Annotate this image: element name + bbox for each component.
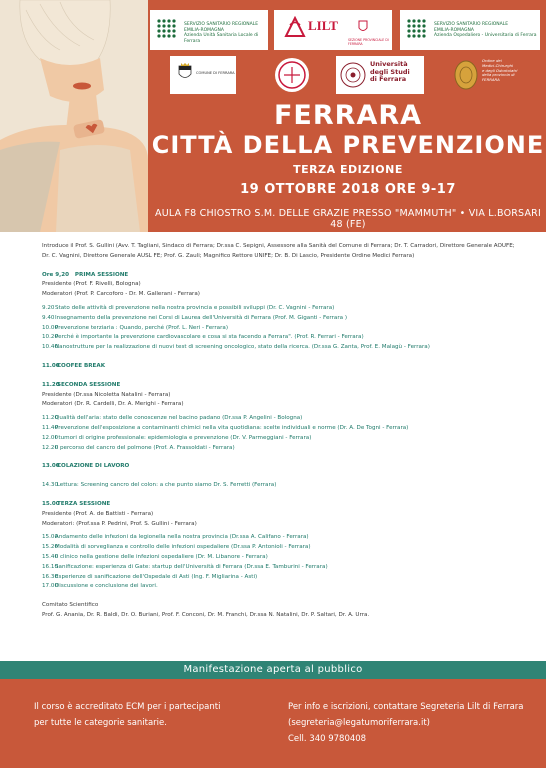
ecm-line1: Il corso è accreditato ECM per i partecipanti bbox=[34, 702, 221, 712]
comune-name: COMUNE DI FERRARA bbox=[196, 71, 235, 75]
aou-line1: SERVIZIO SANITARIO REGIONALE bbox=[434, 22, 509, 27]
committee-members: Prof. G. Anania, Dr. R. Baldi, Dr. O. Buriani, Prof. F. Conconi, Dr. M. Franchi, Dr.ssa N. Natalini, Dr. P. Saltari, Dr. A. Urra. bbox=[42, 611, 370, 618]
session2-president: Presidente (Dr.ssa Nicoletta Natalini - Ferrara) bbox=[42, 391, 171, 398]
talk-row: 10.00Prevenzione terziaria : Quando, perché (Prof. L. Neri - Ferrara) bbox=[42, 324, 228, 331]
partner-logos-bottom bbox=[170, 56, 540, 96]
talk-row: 10.20Perché è importante la prevenzione cardiovascolare e cosa si sta facendo a Ferrara". (Prof. R. Ferrari - Ferrara) bbox=[42, 334, 364, 341]
title-main: CITTÀ DELLA PREVENZIONE bbox=[151, 131, 545, 159]
ausl-line3: Azienda Unità Sanitaria Locale di Ferrara bbox=[184, 33, 259, 44]
talk-row: 16.30Esperienze di sanificazione dell'Ospedale di Asti (Ing. F. Migliarina - Asti) bbox=[42, 573, 258, 580]
ausl-dots-icon bbox=[156, 18, 180, 42]
talk-row: 15.20Modalità di sorveglianza e controllo delle infezioni ospedaliere (Dr.ssa P. Antonioli - Ferrara) bbox=[42, 544, 311, 551]
ecm-line2: per tutte le categorie sanitarie. bbox=[34, 718, 167, 728]
session3-time: 15.00 bbox=[42, 500, 60, 507]
edition-label: TERZA EDIZIONE bbox=[293, 163, 403, 176]
contact-line: Per info e iscrizioni, contattare Segreteria Lilt di Ferrara bbox=[288, 702, 524, 712]
session3-title: TERZA SESSIONE bbox=[56, 500, 111, 507]
lunch-break: 13.00 COLAZIONE DI LAVORO bbox=[42, 463, 130, 470]
session1-president: Presidente (Prof. F. Rivelli, Bologna) bbox=[42, 281, 141, 288]
unife-line2: degli Studi bbox=[370, 67, 410, 76]
footer-contact-info bbox=[288, 699, 523, 747]
aou-dots-icon bbox=[406, 18, 430, 42]
woman-illustration bbox=[0, 0, 148, 232]
lilt-shield-icon bbox=[358, 20, 368, 34]
committee-label: Comitato Scientifico bbox=[42, 602, 99, 609]
ferrara-crest-icon bbox=[178, 62, 192, 82]
session2-heading bbox=[42, 381, 528, 391]
talk-row: 11.40Prevenzione dell'esposizione a contaminanti chimici nella vita quotidiana: scelte individuali e norme (Dr. A. De Togni - Ferrara) bbox=[42, 424, 409, 431]
header-banner bbox=[0, 0, 546, 232]
session1-title: PRIMA SESSIONE bbox=[74, 271, 129, 278]
contact-phone: Cell. 340 9780408 bbox=[288, 734, 367, 744]
talk-row: 15.00Andamento delle infezioni da legionella nella nostra provincia (Dr.ssa A. Califano - Ferrara) bbox=[42, 534, 309, 541]
unife-line3: di Ferrara bbox=[370, 75, 407, 83]
talk-row: 10.40Nanostrutture per la realizzazione di nuovi test di screening oncologico, stato della ricerca. (Dr.ssa G. Zanta, Prof. E. Malagù - Ferrara) bbox=[42, 344, 430, 351]
aou-line2: EMILIA-ROMAGNA bbox=[434, 27, 474, 33]
ordine-medici-seal-icon bbox=[454, 60, 478, 90]
session3-president: Presidente (Prof. A. de Battisti - Ferrara) bbox=[42, 510, 154, 517]
ordine-line1: Ordine dei bbox=[482, 58, 502, 63]
talk-row: 12.20Il percorso del cancro del polmone (Prof. A. Frassoldati - Ferrara) bbox=[42, 444, 235, 451]
lilt-emblem-icon bbox=[284, 16, 306, 38]
talk-row: 15.40Il clinico nella gestione delle infezioni ospedaliere (Dr. M. Libanore - Ferrara) bbox=[42, 553, 268, 560]
session2-talks bbox=[42, 414, 528, 453]
event-venue: AULA F8 CHIOSTRO S.M. DELLE GRAZIE PRESSO "MAMMUTH" • VIA L.BORSARI 48 (FE) bbox=[155, 208, 541, 230]
talk-row: 11.20Qualità dell'aria: stato delle conoscenze nel bacino padano (Dr.ssa P. Angelini - Bologna) bbox=[42, 415, 303, 422]
talk-row: 16.10Sanificazione: esperienza di Gate: startup dell'Università di Ferrara (Dr.ssa E. Tamburini - Ferrara) bbox=[42, 563, 328, 570]
intro-line-1: Introduce il Prof. S. Gullini (Avv. T. Tagliani, Sindaco di Ferrara; Dr.ssa C. Sepigni, Assessore alla Sanità del Comune di Ferrara; Dr. T. Carradori, Direttore Generale AOUFE; bbox=[42, 243, 515, 249]
unife-seal-icon bbox=[340, 62, 366, 88]
session1-moderators: Moderatori (Prof. P. Carcoforo - Dr. M. Gallerani - Ferrara) bbox=[42, 291, 200, 298]
event-date: 19 OTTOBRE 2018 ORE 9-17 bbox=[240, 182, 456, 197]
session1-heading bbox=[42, 271, 528, 281]
ausl-line1: SERVIZIO SANITARIO REGIONALE bbox=[184, 22, 259, 27]
session3-heading bbox=[42, 500, 528, 510]
ausl-logo bbox=[150, 10, 268, 50]
session2-title: SECONDA SESSIONE bbox=[56, 381, 121, 388]
talk-row: 17.00Discussione e conclusione dei lavori. bbox=[42, 583, 158, 590]
comune-logo bbox=[170, 56, 236, 94]
ausl-line2: EMILIA-ROMAGNA bbox=[184, 27, 224, 33]
talk-row: 9.40Insegnamento della prevenzione nei Corsi di Laurea dell'Università di Ferrara (Prof. M. Giganti - Ferrara ) bbox=[42, 314, 348, 321]
session1-talks bbox=[42, 304, 528, 353]
contact-email-link[interactable]: (segreteria@legatumoriferrara.it) bbox=[288, 718, 430, 728]
unife-line1: Università bbox=[370, 60, 408, 68]
ordine-line5: FERRARA bbox=[482, 77, 500, 83]
regione-seal-icon bbox=[274, 57, 310, 93]
footer-ecm-info bbox=[34, 699, 220, 731]
coffee-break: 11.00 COOFEE BREAK bbox=[42, 362, 106, 369]
session3-talks bbox=[42, 533, 528, 592]
aou-logo bbox=[400, 10, 540, 50]
partner-logos-top bbox=[150, 10, 542, 54]
session3-moderators: Moderatori: (Prof.ssa P. Pedrini, Prof. S. Gullini - Ferrara) bbox=[42, 520, 197, 527]
ordine-line2: Medici-Chirurghi bbox=[482, 62, 514, 68]
lecture-row: 14.30 Lettura: Screening cancro del colon: a che punto siamo Dr. S. Ferretti (Ferrara) bbox=[42, 482, 277, 489]
ordine-line4: della provincia di bbox=[482, 72, 515, 78]
session1-time: Ore 9,20 bbox=[42, 271, 70, 278]
aou-line3: Azienda Ospedaliero - Universitaria di Ferrara bbox=[434, 33, 537, 38]
unife-logo bbox=[336, 56, 424, 94]
lilt-name: LILT bbox=[308, 18, 338, 33]
lilt-subtitle: SEZIONE PROVINCIALE DI FERRARA bbox=[348, 38, 389, 46]
talk-row: 9.20Stato delle attività di prevenzione nella nostra provincia e possibili sviluppi (Dr. C. Vagnini - Ferrara) bbox=[42, 304, 335, 311]
intro-line-2: Dr. C. Vagnini, Direttore Generale AUSL FE; Prof. G. Zauli; Magnifico Rettore UNIFE; Dr. B. Di Lascio, Presidente Ordine Medici Ferrara) bbox=[42, 252, 415, 259]
ordine-line3: e degli Odontoiatri bbox=[482, 67, 518, 73]
title-city: FERRARA bbox=[273, 100, 423, 131]
session2-time: 11.20 bbox=[42, 381, 60, 388]
session2-moderators: Moderatori (Dr. R. Cardelli, Dr. A. Merighi - Ferrara) bbox=[42, 401, 184, 408]
talk-row: 12.00I tumori di origine professionale: epidemiologia e prevenzione (Dr. V. Parmeggiani - Ferrara) bbox=[42, 434, 312, 441]
lilt-logo bbox=[274, 10, 392, 50]
open-to-public-banner: Manifestazione aperta al pubblico bbox=[0, 661, 546, 679]
footer bbox=[0, 679, 546, 768]
programme bbox=[42, 242, 528, 621]
